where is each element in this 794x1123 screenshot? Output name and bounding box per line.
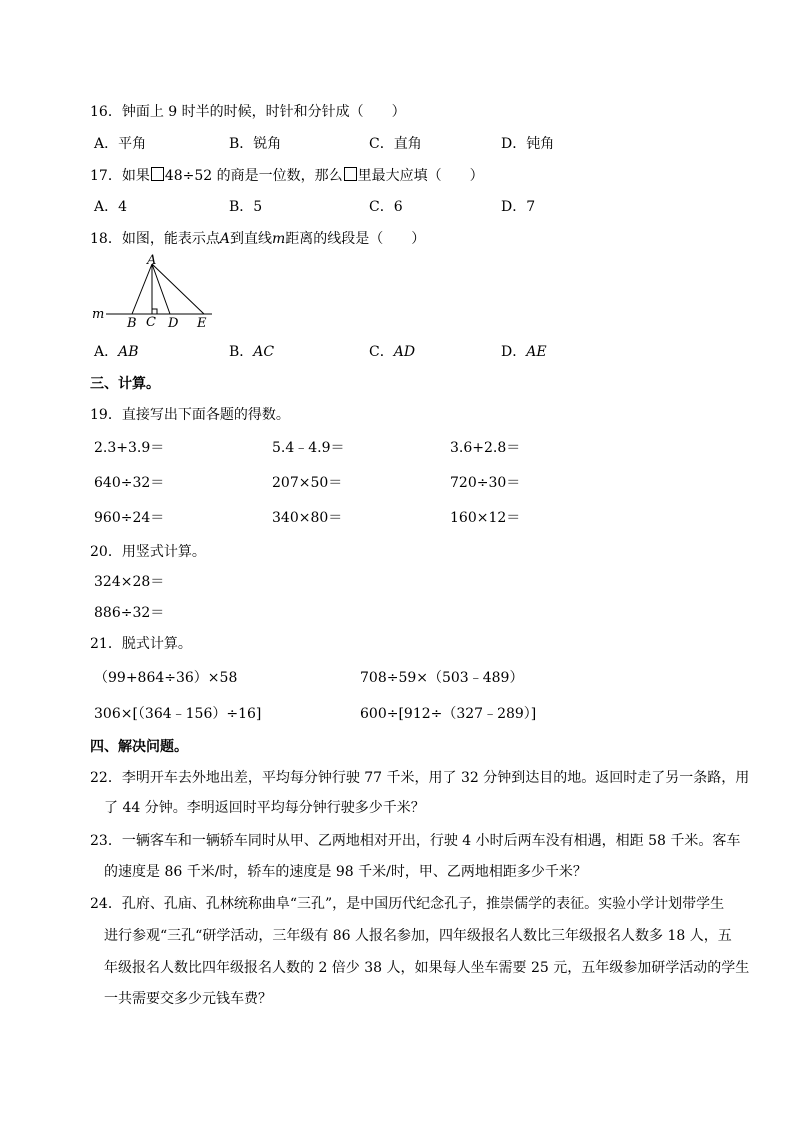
q18-option-d: D．AE [501, 344, 547, 360]
question-16-stem: 16．钟面上 9 时半的时候，时针和分针成（ ） [90, 104, 406, 120]
question-24-line: 24．孔府、孔庙、孔林统称曲阜“三孔”，是中国历代纪念孔子，推崇儒学的表征。实验小学计划带学生 [90, 896, 725, 912]
q16-option-b: B．锐角 [229, 136, 282, 152]
question-21-stem: 21．脱式计算。 [90, 636, 192, 652]
q19-item: 3.6+2.8＝ [450, 440, 521, 456]
q17-option-c: C．6 [369, 199, 403, 215]
question-17-stem: 17．如果 48÷52 的商是一位数，那么 里最大应填（ ） [90, 168, 484, 184]
q21-item: 306×[（364﹣156）÷16] [94, 706, 262, 722]
blank-box [151, 167, 164, 181]
q18-option-a: A．AB [94, 344, 139, 360]
label-m: m [92, 307, 105, 322]
question-18-stem: 18．如图，能表示点A到直线m距离的线段是（ ） [90, 231, 426, 247]
q18-option-b: B．AC [229, 344, 275, 360]
geometry-figure [90, 252, 220, 332]
q21-item: 600÷[912÷（327﹣289）] [360, 706, 537, 722]
question-23-line: 23．一辆客车和一辆轿车同时从甲、乙两地相对开出，行驶 4 小时后两车没有相遇，相距 58 千米。客车 [90, 833, 741, 849]
label-c: C [146, 315, 156, 330]
q17-option-d: D．7 [501, 199, 536, 215]
q17-option-a: A．4 [94, 199, 128, 215]
label-b: B [127, 316, 137, 331]
question-22-line: 了 44 分钟。李明返回时平均每分钟行驶多少千米？ [104, 800, 425, 816]
label-d: D [168, 316, 179, 331]
q19-item: 5.4﹣4.9＝ [272, 440, 345, 456]
q19-item: 2.3+3.9＝ [94, 440, 165, 456]
q18-option-c: C．AD [369, 344, 416, 360]
question-24-line: 一共需要交多少元钱车费？ [104, 991, 272, 1007]
question-22-line: 22．李明开车去外地出差，平均每分钟行驶 77 千米，用了 32 分钟到达目的地。返回时走了另一条路，用 [90, 770, 750, 786]
question-24-line: 年级报名人数比四年级报名人数的 2 倍少 38 人，如果每人坐车需要 25 元，五年级参加研学活动的学生 [104, 960, 750, 976]
q21-item: （99+864÷36）×58 [94, 670, 238, 686]
q16-option-c: C．直角 [369, 136, 422, 152]
q19-item: 720÷30＝ [450, 475, 521, 491]
label-e: E [197, 316, 207, 331]
q20-item: 324×28＝ [94, 574, 165, 590]
question-24-line: 进行参观“三孔“研学活动，三年级有 86 人报名参加，四年级报名人数比三年级报名人数多 18 人，五 [104, 928, 732, 944]
question-19-stem: 19．直接写出下面各题的得数。 [90, 407, 290, 423]
q19-item: 207×50＝ [272, 475, 343, 491]
section-heading-calc: 三、计算。 [90, 376, 160, 392]
q19-item: 640÷32＝ [94, 475, 165, 491]
q16-option-d: D．钝角 [501, 136, 555, 152]
q20-item: 886÷32＝ [94, 605, 165, 621]
q21-item: 708÷59×（503﹣489） [360, 670, 524, 686]
q17-option-b: B．5 [229, 199, 263, 215]
question-20-stem: 20．用竖式计算。 [90, 544, 206, 560]
q19-item: 340×80＝ [272, 510, 343, 526]
label-a: A [147, 253, 157, 268]
question-23-line: 的速度是 86 千米/时，轿车的速度是 98 千米/时，甲、乙两地相距多少千米？ [104, 864, 587, 880]
q19-item: 160×12＝ [450, 510, 521, 526]
blank-box [344, 167, 357, 181]
q19-item: 960÷24＝ [94, 510, 165, 526]
section-heading-problems: 四、解决问题。 [90, 739, 188, 755]
q16-option-a: A．平角 [94, 136, 147, 152]
